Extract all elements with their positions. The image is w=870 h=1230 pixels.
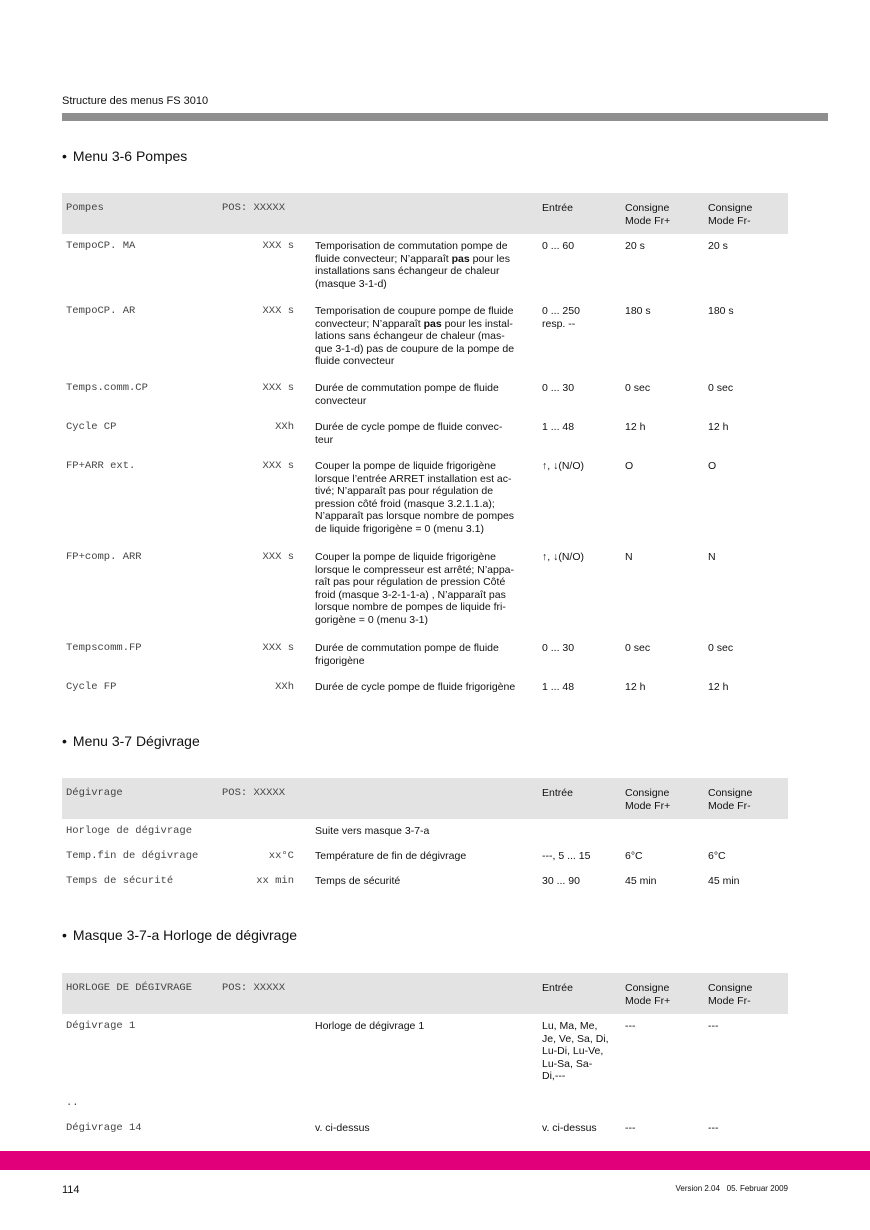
row-entry: 30 ... 90	[542, 875, 580, 887]
section-title-pompes	[62, 148, 187, 164]
row-consigne-fr-minus: 180 s	[708, 305, 734, 317]
bullet-icon: •	[62, 927, 67, 943]
row-consigne-fr-minus: 12 h	[708, 681, 729, 693]
row-name: Cycle CP	[66, 421, 117, 433]
row-description: Temporisation de coupure pompe de fluide convecteur; N’apparaît pas pour les instal- lations sans échangeur de chaleur (mas- que 3-1-d) pas de coupure de la pompe de fluide convecteur	[315, 305, 515, 368]
header-divider	[62, 113, 828, 121]
row-entry: ↑, ↓(N/O)	[542, 551, 584, 563]
row-consigne-fr-plus: 20 s	[625, 240, 645, 252]
row-consigne-fr-plus: N	[625, 551, 633, 563]
header-consigne-fr-plus: Consigne Mode Fr+	[625, 787, 671, 812]
row-description: Température de fin de dégivrage	[315, 850, 467, 862]
row-description: Couper la pompe de liquide frigorigène lorsque le compresseur est arrêté; N’appa- raît pas pour régulation de pression Côté froid (masque 3-2-1-1-a) , N’apparaît pas lorsque nombre de pompes de liquide fri- gorigène = 0 (menu 3-1)	[315, 551, 515, 626]
row-name: FP+ARR ext.	[66, 460, 136, 472]
header-entry: Entrée	[542, 982, 573, 994]
row-consigne-fr-minus: 6°C	[708, 850, 726, 862]
row-consigne-fr-plus: O	[625, 460, 634, 472]
row-name: Temps.comm.CP	[66, 382, 148, 394]
row-value: XXh	[275, 421, 294, 433]
row-consigne-fr-plus: 180 s	[625, 305, 651, 317]
row-consigne-fr-plus: 6°C	[625, 850, 643, 862]
row-description: Suite vers masque 3-7-a	[315, 825, 430, 837]
row-entry: ↑, ↓(N/O)	[542, 460, 584, 472]
row-name: Dégivrage 14	[66, 1122, 142, 1134]
row-entry: 1 ... 48	[542, 421, 575, 433]
row-value: XXX s	[262, 551, 294, 563]
row-consigne-fr-plus: 0 sec	[625, 642, 651, 654]
table-header	[62, 193, 788, 234]
row-consigne-fr-plus: 0 sec	[625, 382, 651, 394]
row-value: XXX s	[262, 460, 294, 472]
row-value: XXX s	[262, 642, 294, 654]
row-consigne-fr-minus: 12 h	[708, 421, 729, 433]
header-entry: Entrée	[542, 202, 573, 214]
row-description: Durée de commutation pompe de fluide convecteur	[315, 382, 499, 407]
row-entry: Lu, Ma, Me, Je, Ve, Sa, Di, Lu-Di, Lu-Ve, Lu-Sa, Sa- Di,---	[542, 1020, 609, 1083]
header-consigne-fr-plus: Consigne Mode Fr+	[625, 982, 671, 1007]
page-header-title: Structure des menus FS 3010	[62, 95, 209, 107]
row-consigne-fr-minus: ---	[708, 1122, 719, 1134]
row-description: Durée de cycle pompe de fluide frigorigène	[315, 681, 516, 693]
header-pos: POS: XXXXX	[222, 787, 286, 799]
row-consigne-fr-plus: 12 h	[625, 421, 646, 433]
footer-accent-bar	[0, 1151, 870, 1170]
row-description: Temps de sécurité	[315, 875, 401, 887]
row-entry: 0 ... 30	[542, 642, 575, 654]
row-entry: ---, 5 ... 15	[542, 850, 591, 862]
row-consigne-fr-minus: 0 sec	[708, 642, 734, 654]
row-entry: v. ci-dessus	[542, 1122, 597, 1134]
section-title-horloge	[62, 927, 297, 943]
header-consigne-fr-minus: Consigne Mode Fr-	[708, 982, 753, 1007]
row-consigne-fr-plus: ---	[625, 1020, 636, 1032]
row-value: XXX s	[262, 240, 294, 252]
row-description: Durée de commutation pompe de fluide frigorigène	[315, 642, 499, 667]
section-title-text: Menu 3-7 Dégivrage	[72, 733, 200, 749]
header-consigne-fr-minus: Consigne Mode Fr-	[708, 202, 753, 227]
row-consigne-fr-plus: 12 h	[625, 681, 646, 693]
row-description: Durée de cycle pompe de fluide convec- teur	[315, 421, 503, 446]
table-header	[62, 973, 788, 1014]
header-pos: POS: XXXXX	[222, 982, 286, 994]
row-consigne-fr-plus: ---	[625, 1122, 636, 1134]
row-name: TempoCP. AR	[66, 305, 136, 317]
row-consigne-fr-minus: O	[708, 460, 717, 472]
page-number: 114	[62, 1184, 80, 1196]
row-description: v. ci-dessus	[315, 1122, 370, 1134]
header-entry: Entrée	[542, 787, 573, 799]
bullet-icon: •	[62, 148, 67, 164]
row-name: FP+comp. ARR	[66, 551, 142, 563]
row-description: Couper la pompe de liquide frigorigène lorsque l’entrée ARRET installation est ac- tivé; N’apparaît pas pour régulation de pression côté froid (masque 3.2.1.1.a); N’apparaît pas lorsque nombre de pompes de liquide frigorigène = 0 (menu 3.1)	[315, 460, 515, 535]
row-entry: 0 ... 60	[542, 240, 575, 252]
row-name: TempoCP. MA	[66, 240, 136, 252]
section-title-text: Menu 3-6 Pompes	[72, 148, 188, 164]
table-horloge	[62, 973, 788, 1014]
header-name: Dégivrage	[66, 787, 123, 799]
row-consigne-fr-minus: 45 min	[708, 875, 740, 887]
row-value: xx°C	[268, 850, 294, 862]
header-name: Pompes	[66, 202, 104, 214]
header-consigne-fr-plus: Consigne Mode Fr+	[625, 202, 671, 227]
row-name: Cycle FP	[66, 681, 117, 693]
row-consigne-fr-minus: ---	[708, 1020, 719, 1032]
row-entry: 0 ... 250 resp. --	[542, 305, 580, 330]
section-title-text: Masque 3-7-a Horloge de dégivrage	[72, 927, 298, 943]
row-name: Tempscomm.FP	[66, 642, 142, 654]
row-value: XXX s	[262, 305, 294, 317]
header-consigne-fr-minus: Consigne Mode Fr-	[708, 787, 753, 812]
row-description: Temporisation de commutation pompe de fluide convecteur; N’apparaît pas pour les installations sans échangeur de chaleur (masque 3-1-d)	[315, 240, 510, 290]
bullet-icon: •	[62, 733, 67, 749]
row-consigne-fr-minus: N	[708, 551, 716, 563]
row-entry: 1 ... 48	[542, 681, 575, 693]
row-name: Horloge de dégivrage	[66, 825, 193, 837]
row-name: ..	[66, 1097, 79, 1109]
row-value: XXh	[275, 681, 294, 693]
table-pompes	[62, 193, 788, 234]
section-title-degivrage	[62, 733, 200, 749]
table-header	[62, 778, 788, 819]
row-entry: 0 ... 30	[542, 382, 575, 394]
row-value: xx min	[256, 875, 294, 887]
row-description: Horloge de dégivrage 1	[315, 1020, 425, 1032]
row-value: XXX s	[262, 382, 294, 394]
row-consigne-fr-plus: 45 min	[625, 875, 657, 887]
row-name: Temps de sécurité	[66, 875, 174, 887]
row-name: Temp.fin de dégivrage	[66, 850, 199, 862]
row-name: Dégivrage 1	[66, 1020, 136, 1032]
table-degivrage	[62, 778, 788, 819]
row-consigne-fr-minus: 20 s	[708, 240, 728, 252]
header-pos: POS: XXXXX	[222, 202, 286, 214]
row-consigne-fr-minus: 0 sec	[708, 382, 734, 394]
header-name: HORLOGE DE DÉGIVRAGE	[66, 982, 193, 994]
version-info: Version 2.04 05. Februar 2009	[675, 1184, 788, 1193]
